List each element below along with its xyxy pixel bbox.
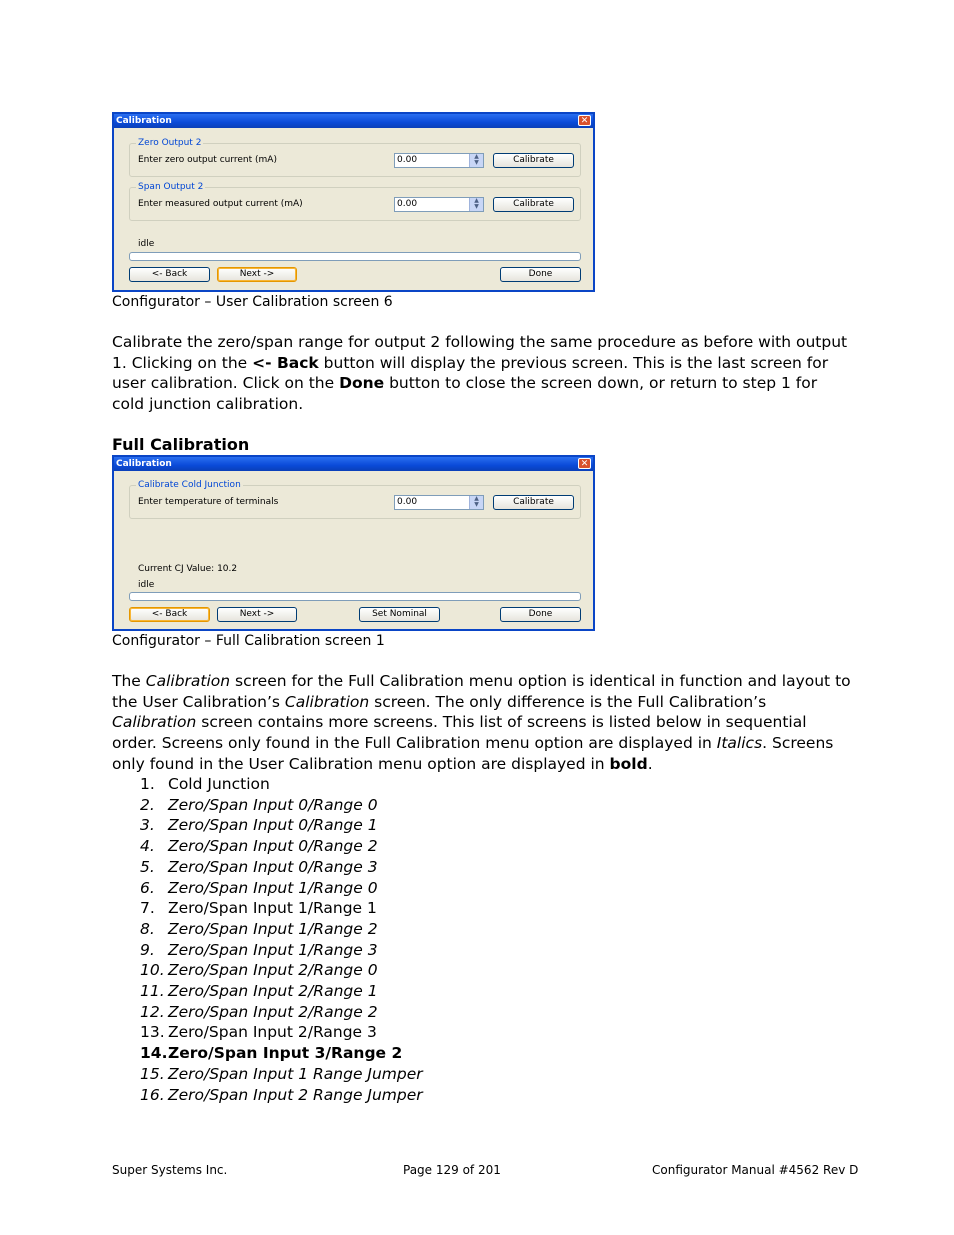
list-item <box>140 1022 377 1043</box>
zero-output-spinbox[interactable] <box>394 153 484 168</box>
set-nominal-button[interactable]: Set Nominal <box>359 607 440 622</box>
list-number: 5. <box>140 857 155 876</box>
list-text: Zero/Span Input 2/Range 2 <box>168 1002 378 1021</box>
terminal-temperature-spinbox[interactable] <box>394 495 484 510</box>
window-title: Calibration <box>116 459 172 469</box>
group-legend: Zero Output 2 <box>138 138 202 148</box>
progress-bar <box>129 592 581 601</box>
list-item <box>140 815 378 836</box>
span-output-spinbox[interactable] <box>394 197 484 212</box>
list-item <box>140 1043 402 1064</box>
list-text: Zero/Span Input 0/Range 0 <box>168 795 378 814</box>
list-item <box>140 857 378 878</box>
text-run: . Screens only found in the User Calibration menu option are displayed in <box>112 734 834 773</box>
next-button[interactable]: Next -> <box>217 607 297 622</box>
terminal-temperature-label: Enter temperature of terminals <box>138 497 279 507</box>
list-item <box>140 878 378 899</box>
text-run: screen for the Full Calibration menu option is identical in function and layout to the User Calibration’s <box>112 672 851 711</box>
footer-company: Super Systems Inc. <box>112 1163 228 1177</box>
list-number: 15. <box>140 1064 165 1083</box>
done-button[interactable]: Done <box>500 607 581 622</box>
list-number: 7. <box>140 899 155 918</box>
calibrate-cj-button[interactable]: Calibrate <box>493 495 574 510</box>
list-item <box>140 960 378 981</box>
window-title: Calibration <box>116 116 172 126</box>
window-title-bar <box>114 114 593 128</box>
list-text: Zero/Span Input 1/Range 1 <box>168 899 377 918</box>
list-text: Zero/Span Input 2 Range Jumper <box>168 1085 423 1104</box>
list-number: 10. <box>140 961 165 980</box>
list-item <box>140 981 378 1002</box>
list-number: 16. <box>140 1085 165 1104</box>
list-number: 12. <box>140 1002 165 1021</box>
spin-arrows-icon[interactable]: ▲ ▼ <box>469 198 483 211</box>
text-run: The <box>112 672 146 690</box>
list-item <box>140 1002 378 1023</box>
cj-value-text: Current CJ Value: 10.2 <box>138 564 238 574</box>
list-number: 6. <box>140 878 155 897</box>
back-button[interactable]: <- Back <box>129 607 210 622</box>
window-title-bar <box>114 457 593 471</box>
list-item <box>140 795 378 816</box>
text-run: screen contains more screens. This list of screens is listed below in sequential order. Screens only found in the Full Calibration menu option are displayed in <box>112 713 807 753</box>
italic-run: Italics <box>716 734 763 753</box>
group-legend: Calibrate Cold Junction <box>138 480 241 490</box>
list-item <box>140 774 270 795</box>
italic-run: Calibration <box>284 692 370 711</box>
progress-bar <box>129 252 581 261</box>
italic-run: Calibration <box>112 713 197 732</box>
list-item <box>140 919 378 940</box>
list-text: Zero/Span Input 1 Range Jumper <box>168 1064 423 1083</box>
text-run: screen. The only difference is the Full Calibration’s <box>369 692 767 711</box>
zero-output-label: Enter zero output current (mA) <box>138 155 277 165</box>
next-button[interactable]: Next -> <box>217 267 297 282</box>
list-text: Zero/Span Input 0/Range 2 <box>168 837 378 856</box>
figure-caption: Configurator – Full Calibration screen 1 <box>112 633 385 649</box>
list-number: 11. <box>140 982 165 1000</box>
footer-manual: Configurator Manual #4562 Rev D <box>652 1163 859 1177</box>
text-run: button will display the previous screen. This is the last screen for user calibration. Click on the <box>112 353 829 393</box>
list-text: Zero/Span Input 1/Range 2 <box>168 919 378 938</box>
calibrate-zero-button[interactable]: Calibrate <box>493 153 574 168</box>
list-item <box>140 836 378 857</box>
list-text: Cold Junction <box>168 775 270 793</box>
list-number: 4. <box>140 837 155 856</box>
bold-run: <- Back <box>252 353 319 372</box>
footer-page-number: Page 129 of 201 <box>403 1163 501 1177</box>
list-text: Zero/Span Input 1/Range 0 <box>168 878 378 897</box>
section-heading: Full Calibration <box>112 435 250 454</box>
list-text: Zero/Span Input 2/Range 3 <box>168 1023 377 1042</box>
zero-output-value: 0.00 <box>397 155 418 165</box>
list-text: Zero/Span Input 2/Range 0 <box>168 961 378 980</box>
group-legend: Span Output 2 <box>138 182 204 192</box>
list-number: 1. <box>140 775 155 793</box>
calibrate-span-button[interactable]: Calibrate <box>493 197 574 212</box>
text-run: . <box>647 754 653 773</box>
list-number: 8. <box>140 919 155 938</box>
span-output-value: 0.00 <box>397 199 418 209</box>
back-button[interactable]: <- Back <box>129 267 210 282</box>
calibration-window-user <box>112 112 595 292</box>
list-number: 13. <box>140 1023 165 1042</box>
italic-run: Calibration <box>145 672 231 690</box>
bold-run: bold <box>609 754 648 773</box>
spin-arrows-icon[interactable]: ▲ ▼ <box>469 496 483 509</box>
list-item <box>140 1085 423 1106</box>
done-button[interactable]: Done <box>500 267 581 282</box>
list-number: 9. <box>140 940 155 959</box>
text-run: Calibrate the zero/span range for output 2 following the same procedure as before with output 1. Clicking on the <box>112 333 848 372</box>
status-text: idle <box>138 239 155 249</box>
status-text: idle <box>138 580 155 590</box>
list-text: Zero/Span Input 0/Range 1 <box>168 816 378 835</box>
list-text: Zero/Span Input 0/Range 3 <box>168 857 378 876</box>
text-run: button to close the screen down, or return to step 1 for cold junction calibration. <box>112 374 818 414</box>
list-number: 2. <box>140 795 155 814</box>
paragraph-full-calibration <box>112 671 852 775</box>
calibration-window-full <box>112 455 595 631</box>
list-number: 3. <box>140 816 155 835</box>
bold-run: Done <box>339 374 385 393</box>
list-item <box>140 898 377 919</box>
list-text: Zero/Span Input 3/Range 2 <box>168 1044 403 1063</box>
close-icon[interactable]: ✕ <box>578 115 591 126</box>
list-text: Zero/Span Input 2/Range 1 <box>168 982 378 1000</box>
span-output-label: Enter measured output current (mA) <box>138 199 303 209</box>
list-number: 14. <box>140 1044 168 1063</box>
spin-arrows-icon[interactable]: ▲ ▼ <box>469 154 483 167</box>
close-icon[interactable]: ✕ <box>578 458 591 469</box>
list-item <box>140 1064 423 1085</box>
list-text: Zero/Span Input 1/Range 3 <box>168 940 378 959</box>
terminal-temperature-value: 0.00 <box>397 497 418 507</box>
paragraph-user-calibration <box>112 332 852 415</box>
figure-caption: Configurator – User Calibration screen 6 <box>112 294 393 310</box>
list-item <box>140 940 378 961</box>
